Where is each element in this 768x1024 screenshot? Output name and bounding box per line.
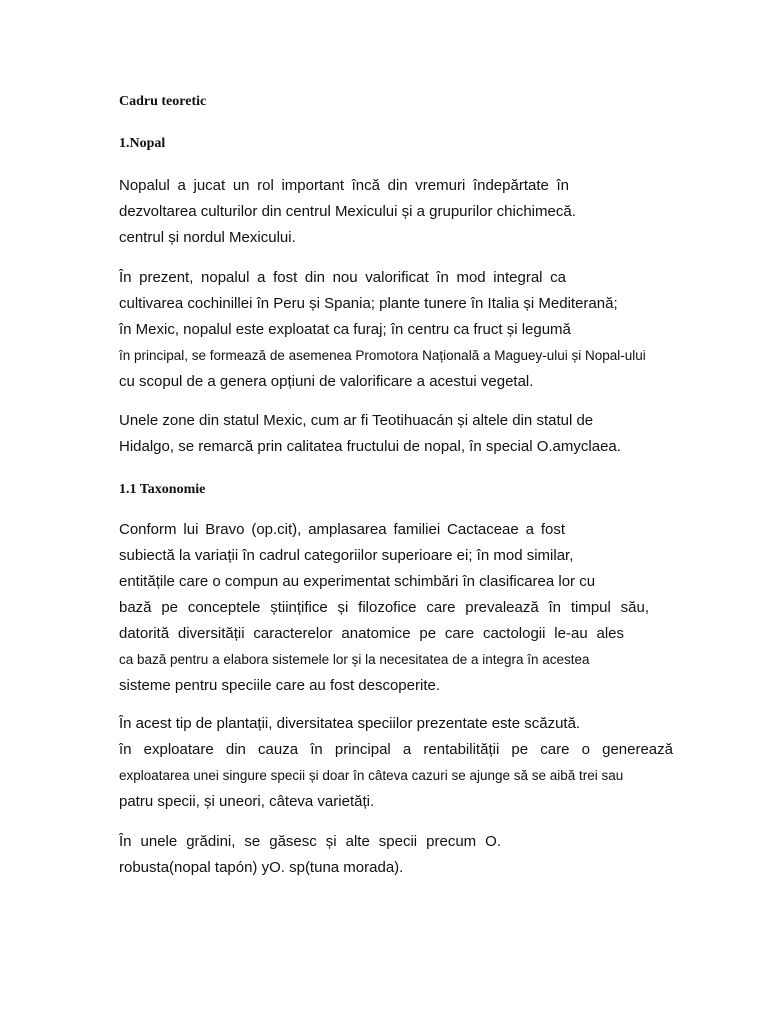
paragraph-line: Unele zone din statul Mexic, cum ar fi Teotihuacán și altele din statul de <box>119 412 594 429</box>
section-heading-taxonomie: 1.1 Taxonomie <box>119 482 206 497</box>
paragraph-line: exploatarea unei singure specii și doar în câteva cazuri se ajunge să se aibă trei sau <box>119 768 624 783</box>
paragraph-line: robusta(nopal tapón) yO. sp(tuna morada). <box>119 859 404 876</box>
paragraph-line: în exploatare din cauza în principal a rentabilității pe care o generează <box>119 741 673 758</box>
paragraph-line: în Mexic, nopalul este exploatat ca furaj; în centru ca fruct și legumă <box>119 321 571 338</box>
paragraph-line: ca bază pentru a elabora sistemele lor și la necesitatea de a integra în acestea <box>119 652 590 667</box>
paragraph-line: cultivarea cochinillei în Peru și Spania; plante tunere în Italia și Mediterană; <box>119 295 618 312</box>
paragraph-2 <box>119 265 646 395</box>
paragraph-line: datorită diversității caracterelor anatomice pe care cactologii le-au ales <box>119 625 624 642</box>
paragraph-line: dezvoltarea culturilor din centrul Mexicului și a grupurilor chichimecă. <box>119 203 576 220</box>
paragraph-6 <box>119 829 501 881</box>
paragraph-line: În unele grădini, se găsesc și alte specii precum O. <box>119 833 501 850</box>
paragraph-line: Nopalul a jucat un rol important încă din vremuri îndepărtate în <box>119 177 569 194</box>
document-title: Cadru teoretic <box>119 94 207 109</box>
section-heading-nopal: 1.Nopal <box>119 136 166 151</box>
paragraph-line: în principal, se formează de asemenea Promotora Națională a Maguey-ului și Nopal-ului <box>119 348 646 363</box>
paragraph-line: cu scopul de a genera opțiuni de valorificare a acestui vegetal. <box>119 373 534 390</box>
paragraph-5 <box>119 711 673 815</box>
paragraph-line: În acest tip de plantații, diversitatea speciilor prezentate este scăzută. <box>119 715 581 732</box>
paragraph-line: În prezent, nopalul a fost din nou valorificat în mod integral ca <box>119 269 566 286</box>
paragraph-line: subiectă la variații în cadrul categoriilor superioare ei; în mod similar, <box>119 547 574 564</box>
paragraph-line: entitățile care o compun au experimentat schimbări în clasificarea lor cu <box>119 573 596 590</box>
paragraph-line: bază pe conceptele științifice și filozofice care prevalează în timpul său, <box>119 599 649 616</box>
paragraph-line: sisteme pentru speciile care au fost descoperite. <box>119 677 440 694</box>
paragraph-4 <box>119 517 649 699</box>
paragraph-line: Conform lui Bravo (op.cit), amplasarea familiei Cactaceae a fost <box>119 521 565 538</box>
paragraph-line: Hidalgo, se remarcă prin calitatea fructului de nopal, în special O.amyclaea. <box>119 438 621 455</box>
paragraph-1 <box>119 173 576 251</box>
paragraph-line: centrul și nordul Mexicului. <box>119 229 296 246</box>
paragraph-3 <box>119 408 621 460</box>
paragraph-line: patru specii, și uneori, câteva varietăți. <box>119 793 375 810</box>
